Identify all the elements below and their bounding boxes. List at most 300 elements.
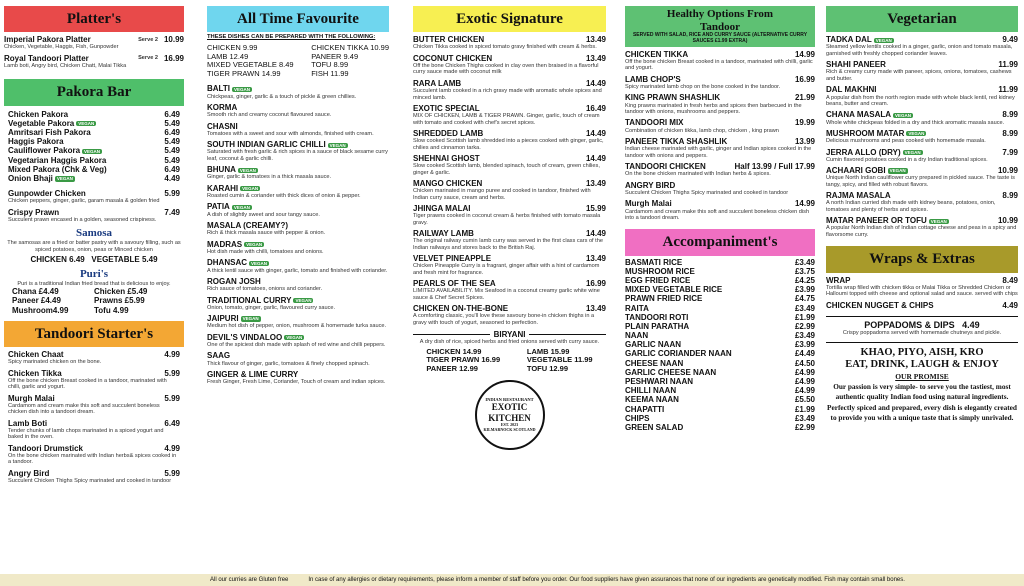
- item-price: 8.99: [1002, 191, 1018, 201]
- menu-item: [207, 165, 389, 181]
- menu-item: [625, 50, 815, 72]
- platters-banner: Platter's: [4, 6, 184, 32]
- item-name: ACHAARI GOBI: [826, 166, 886, 176]
- item-row: [625, 181, 815, 190]
- item-name-wrap: [8, 444, 83, 453]
- item-name: DAL MAKHNI: [826, 85, 877, 95]
- item-row: [413, 104, 606, 113]
- menu-item: [826, 85, 1018, 107]
- vegan-badge: VEGAN: [233, 86, 250, 92]
- item-name: RAJMA MASALA: [826, 191, 891, 201]
- item-price: £3.99: [794, 340, 815, 350]
- item-desc: Lamb boti, Angry bird, Chicken Chatt, Malai Tikka: [4, 63, 127, 70]
- item-serves: Serve 2: [138, 55, 158, 62]
- item-name: KORMA: [207, 103, 238, 113]
- item-price: £1.99: [794, 404, 815, 414]
- menu-item: [826, 276, 1018, 298]
- menu-item: [207, 258, 389, 274]
- item-name: NAAN: [625, 331, 649, 341]
- item-name: Amritsari Fish Pakora: [8, 128, 91, 138]
- menu-item: [8, 469, 180, 485]
- item-price: 5.49: [164, 155, 180, 165]
- item-name-wrap: [413, 104, 480, 113]
- item-desc: Chicken Pineapple Curry is a fragrant, ginger affair with a hint of cardamom and fresh mint for fragrance.: [413, 263, 600, 276]
- item-price: 4.49: [1002, 300, 1018, 310]
- item-name: SOUTH INDIAN GARLIC CHILLI: [207, 140, 326, 150]
- item-name: GARLIC CHEESE NAAN: [625, 367, 717, 377]
- vegan-badge: VEGAN: [889, 168, 906, 174]
- item-name-wrap: [625, 162, 706, 171]
- item-price: 8.99: [1002, 110, 1018, 120]
- item-desc: Fresh Ginger, Fresh Lime, Coriander, Touch of cream and indian spices.: [207, 379, 386, 386]
- vegan-badge: VEGAN: [239, 167, 256, 173]
- vegan-badge: VEGAN: [242, 316, 259, 322]
- item-desc: On the bone chicken marinated with Indian herbs & spices.: [625, 171, 771, 178]
- samosa-veg: VEGETABLE: [91, 254, 140, 264]
- item-name: SHEHNAI GHOST: [413, 153, 480, 163]
- menu-item: [826, 301, 1018, 310]
- item-desc: A popular dish from the north region made with whole black lentil, red kidney beans, butter and cream.: [826, 94, 1015, 107]
- biryani-option: LAMB 15.99: [526, 346, 570, 356]
- accompaniment-item: [625, 258, 815, 267]
- item-name-wrap: [207, 240, 264, 249]
- item-price: £3.49: [794, 303, 815, 313]
- item-price: 5.99: [164, 393, 180, 403]
- restaurant-logo: [475, 380, 545, 450]
- menu-item: [625, 93, 815, 115]
- menu-item: [413, 54, 606, 76]
- accompaniment-item: [625, 405, 815, 414]
- item-price: £3.99: [794, 285, 815, 295]
- item-name-wrap: [625, 93, 720, 102]
- item-desc: Slow cooked Scottish lamb, blended spinach, touch of cream, green chilies, ginger & garlic.: [413, 163, 600, 176]
- item-price: 14.99: [794, 49, 815, 59]
- item-price: £3.75: [794, 266, 815, 276]
- item-price: 16.99: [163, 53, 184, 63]
- vegan-badge: VEGAN: [908, 131, 925, 137]
- item-desc: Indian cheese marinated with garlic, ginger and Indian spices cooked in the tandoor with onions and peppers.: [625, 146, 812, 159]
- item-price: 14.49: [585, 229, 606, 239]
- item-row: [207, 103, 389, 112]
- item-row: [625, 199, 815, 208]
- item-row: [413, 279, 606, 288]
- item-price: 13.99: [794, 137, 815, 147]
- item-name: TADKA DAL: [826, 35, 872, 45]
- accompaniment-item: [625, 285, 815, 294]
- item-price: 13.49: [585, 35, 606, 45]
- item-name: PESHWARI NAAN: [625, 377, 694, 387]
- poppadoms-desc: Crispy poppadoms served with homemade chutneys and pickle.: [842, 330, 1002, 337]
- menu-item: [625, 199, 815, 221]
- item-row: [207, 202, 389, 211]
- item-name: KARAHI: [207, 183, 239, 193]
- item-name: BALTI: [207, 84, 230, 94]
- menu-item: [4, 35, 184, 51]
- item-desc: Succulent prawn encased in a golden, seasoned crispiness.: [8, 217, 157, 224]
- biryani-desc: A dry dish of rice, spiced herbs and fried onions served with curry sauce.: [419, 339, 600, 346]
- item-row: [207, 351, 389, 360]
- menu-item: [4, 54, 184, 70]
- item-name: CHICKEN NUGGET & CHIPS: [826, 300, 934, 310]
- item-name: CHICKEN TIKKA: [625, 49, 689, 59]
- item-row: [413, 229, 606, 238]
- item-price: 5.99: [164, 468, 180, 478]
- favourites-intro: THESE DISHES CAN BE PREPARED WITH THE FOLLOWING:: [207, 34, 376, 41]
- item-name: EXOTIC SPECIAL: [413, 103, 480, 113]
- item-price: £4.25: [794, 275, 815, 285]
- vegan-badge: VEGAN: [286, 335, 303, 341]
- item-name: TANDOORI ROTI: [625, 312, 689, 322]
- slogan: [826, 342, 1018, 371]
- item-desc: Saturated with fresh garlic & rich spices in a sauce of black sesame curry leaf, coconut & garlic chilli.: [207, 149, 388, 162]
- pakora-item: [8, 119, 180, 128]
- item-desc: Onion, tomato, ginger, garlic, flavoured curry sauce.: [207, 304, 336, 311]
- item-name: PEARLS OF THE SEA: [413, 279, 496, 289]
- item-row: [413, 204, 606, 213]
- item-name: JHINGA MALAI: [413, 204, 471, 214]
- item-row: [8, 394, 180, 403]
- menu-item: [8, 350, 180, 366]
- item-price: £2.99: [794, 422, 815, 432]
- menu-item: [8, 394, 180, 416]
- favourites-banner: All Time Favourite: [207, 6, 389, 32]
- item-price: 6.49: [164, 418, 180, 428]
- menu-item: [625, 118, 815, 134]
- healthy-banner: [625, 6, 815, 47]
- item-row: [625, 162, 815, 171]
- item-row: [8, 350, 180, 359]
- poppadoms-price: 4.49: [962, 319, 980, 330]
- menu-item: [413, 204, 606, 226]
- item-name-wrap: [826, 60, 886, 69]
- item-desc: Tender chunks of lamb chops marinated in a spiced yogurt and baked in the oven.: [8, 427, 164, 441]
- item-name: CHASNI: [207, 121, 238, 131]
- item-row: [413, 304, 606, 313]
- item-price: 5.49: [164, 137, 180, 147]
- menu-item: [4, 208, 184, 224]
- menu-item: [207, 140, 389, 162]
- logo-bottom-text: KILMARNOCK SCOTLAND: [483, 426, 536, 432]
- item-name-wrap: [826, 129, 926, 138]
- accompaniment-item: [625, 294, 815, 303]
- column-starters: [4, 6, 184, 572]
- puri-prawns: Prawns £5.99: [94, 296, 145, 306]
- item-price: 13.49: [585, 254, 606, 264]
- item-price: 7.49: [164, 207, 180, 217]
- accompaniment-item: [625, 322, 815, 331]
- item-desc: King prawns marinated in fresh herbs and spices then barbecued in the tandoor with onions, mushrooms and peppers.: [625, 102, 802, 116]
- item-name: TRADITIONAL CURRY: [207, 295, 292, 305]
- menu-item: [207, 296, 389, 312]
- item-price: 13.49: [585, 304, 606, 314]
- item-desc: Succulent Chicken Thighs Spicy marinated and cooked in tandoor: [8, 477, 172, 484]
- item-name: PRAWN FRIED RICE: [625, 294, 703, 304]
- pakora-item: [8, 165, 180, 174]
- item-name-wrap: [207, 277, 261, 286]
- menu-item: [207, 84, 389, 100]
- item-desc: Tiger prawns cooked in coconut cream & herbs finished with tomato masala gravy.: [413, 213, 601, 226]
- vegan-badge: VEGAN: [875, 37, 892, 43]
- pakora-item: [8, 137, 180, 146]
- item-row: [413, 129, 606, 138]
- item-name: TANDOORI MIX: [625, 118, 684, 128]
- item-name: CHILLI NAAN: [625, 386, 677, 396]
- item-desc: Unique North Indian cauliflower curry prepared in pickled sauce. The taste is tangy, spicy, and filled with robust flavors.: [826, 175, 1015, 188]
- item-price: 5.49: [164, 118, 180, 128]
- item-desc: Succulent lamb cooked in a rich gravy made with aromatic whole spices and minced lamb.: [413, 88, 602, 101]
- item-price: £4.99: [794, 367, 815, 377]
- pakora-item: [8, 174, 180, 183]
- item-price: 8.49: [1002, 275, 1018, 285]
- item-name: PANEER TIKKA SHASHLIK: [625, 137, 728, 147]
- column-vegetarian: [826, 6, 1018, 572]
- slogan-line1: KHAO, PIYO, AISH, KRO: [860, 346, 984, 358]
- item-name: MIXED VEGETABLE RICE: [625, 285, 723, 295]
- accompaniment-item: [625, 267, 815, 276]
- protein-option: FISH 11.99: [311, 68, 349, 78]
- accompaniment-item: [625, 395, 815, 404]
- healthy-subtitle: SERVED WITH SALAD, RICE AND CURRY SAUCE (ALTERNATIVE CURRY SAUCES £1.99 EXTRA): [632, 32, 808, 45]
- item-row: [625, 137, 815, 146]
- vegetarian-list: [826, 35, 1018, 238]
- item-name: Chicken Tikka: [8, 368, 62, 378]
- item-price: 4.99: [164, 349, 180, 359]
- item-name: BHUNA: [207, 165, 236, 175]
- biryani-right: [527, 348, 593, 374]
- menu-item: [413, 304, 606, 326]
- item-name: GARLIC NAAN: [625, 340, 681, 350]
- item-row: [207, 122, 389, 131]
- menu-item: [413, 279, 606, 301]
- item-desc: Slow cooked Scottish lamb shredded into a pieces cooked with ginger, garlic, chilies and cinnamon tarka.: [413, 138, 604, 151]
- slogan-line2: EAT, DRINK, LAUGH & ENJOY: [845, 358, 999, 370]
- item-desc: Steamed yellow lentils cooked in a ginger, garlic, onion and tomato masala, garnished with freshly chopped coriander leaves.: [826, 44, 1013, 57]
- menu-item: [207, 333, 389, 349]
- item-name-wrap: [413, 129, 483, 138]
- pakora-item: [8, 128, 180, 137]
- column-signature: [413, 6, 606, 572]
- menu-item: [8, 444, 180, 466]
- menu-item: [826, 35, 1018, 57]
- item-name: Angry Bird: [8, 468, 50, 478]
- vegan-badge: VEGAN: [295, 297, 312, 303]
- item-name-wrap: [8, 469, 49, 478]
- item-price: £4.75: [794, 294, 815, 304]
- item-name-wrap: [207, 221, 288, 230]
- item-name-wrap: [207, 258, 269, 267]
- item-name: GREEN SALAD: [625, 422, 684, 432]
- item-price: 13.49: [585, 53, 606, 63]
- item-price: 5.99: [164, 368, 180, 378]
- accompaniment-item: [625, 304, 815, 313]
- item-name-wrap: [826, 110, 913, 119]
- menu-item: [826, 148, 1018, 164]
- item-desc: Chicken peppers, ginger, garlic, garam masala & golden fried: [8, 198, 160, 205]
- item-name-wrap: [413, 254, 491, 263]
- samosa-desc: The samosas are a fried or batter pastry with a savoury filling, such as spiced potatoes, onion, peas or Minced chicken: [7, 240, 181, 253]
- item-name-wrap: [207, 314, 261, 323]
- menu-item: [207, 240, 389, 256]
- item-price: 14.49: [585, 128, 606, 138]
- item-desc: Off the bone chicken Breast cooked in a tandoor, marinated with chilli, garlic and yogurt.: [625, 58, 813, 72]
- item-name: DEVIL'S VINDALOO: [207, 332, 283, 342]
- biryani-prices: [413, 348, 606, 374]
- item-name-wrap: [207, 165, 258, 174]
- item-desc: Spicy marinated chicken on the bone.: [8, 359, 102, 366]
- vegan-badge: VEGAN: [84, 148, 101, 154]
- vegan-badge: VEGAN: [56, 176, 73, 182]
- item-name: JERRA ALLO (DRY): [826, 147, 901, 157]
- item-price: 11.99: [998, 85, 1018, 95]
- item-price: £1.99: [794, 312, 815, 322]
- item-name: Crispy Prawn: [8, 207, 60, 217]
- item-row: [413, 179, 606, 188]
- menu-item: [207, 184, 389, 200]
- item-name: WRAP: [826, 275, 851, 285]
- vegan-badge: VEGAN: [242, 186, 259, 192]
- menu-item: [625, 181, 815, 197]
- item-row: [8, 369, 180, 378]
- item-name: KEEMA NAAN: [625, 395, 679, 405]
- wraps-banner: Wraps & Extras: [826, 246, 1018, 272]
- item-name: BUTTER CHICKEN: [413, 35, 485, 45]
- protein-options-left: [207, 44, 294, 79]
- accompaniment-item: [625, 359, 815, 368]
- item-price: 16.49: [585, 103, 606, 113]
- item-desc: On the bone chicken marinated with Indian herbs& spices cooked in a tandoor.: [8, 452, 177, 466]
- item-name-wrap: [413, 229, 474, 238]
- item-name: TANDOORI CHICKEN: [625, 162, 706, 172]
- item-price: £3.49: [794, 413, 815, 423]
- item-price: 9.49: [1002, 35, 1018, 45]
- item-name-wrap: [207, 296, 313, 305]
- item-name: Imperial Pakora Platter: [4, 35, 91, 45]
- item-price: £5.50: [794, 395, 815, 405]
- puri-mushroom: Mushroom4.99: [12, 305, 69, 315]
- puri-paneer: Paneer £4.49: [12, 296, 61, 306]
- footer-gluten: All our curries are Gluten free: [210, 576, 289, 583]
- accompaniment-item: [625, 276, 815, 285]
- poppadoms-section: [826, 316, 1018, 337]
- item-desc: Hot dish made with chilli, tomatoes and onions.: [207, 248, 324, 255]
- logo-est-text: EST. 2023: [500, 422, 519, 428]
- item-name: Cauliflower Pakora: [8, 146, 81, 156]
- item-name-wrap: [413, 79, 461, 88]
- item-name: Onion Bhaji: [8, 174, 53, 184]
- item-price: £4.49: [794, 349, 815, 359]
- item-desc: Combination of chicken tikka, lamb chop, chicken , king prawn: [625, 127, 779, 134]
- item-name: ROGAN JOSH: [207, 276, 261, 286]
- menu-item: [207, 103, 389, 119]
- item-price: £3.49: [794, 331, 815, 341]
- tandoori-list: [4, 350, 184, 484]
- item-name: GINGER & LIME CURRY: [207, 369, 299, 379]
- item-name: Chicken Pakora: [8, 109, 69, 119]
- item-price: 19.99: [794, 118, 815, 128]
- item-name: LAMB CHOP'S: [625, 74, 681, 84]
- menu-item: [625, 137, 815, 159]
- item-name-wrap: [8, 419, 47, 428]
- item-row: [207, 258, 389, 267]
- item-name: CHANA MASALA: [826, 110, 892, 120]
- item-name: VELVET PINEAPPLE: [413, 254, 492, 264]
- item-name-wrap: [625, 118, 684, 127]
- item-name-wrap: [8, 119, 96, 128]
- promise-title: OUR PROMISE: [895, 371, 949, 381]
- item-name: DHANSAC: [207, 258, 247, 268]
- item-desc: LIMITED AVAILABILITY. Mix Seafood in a coconut creamy garlic white wine sauce & Chef Secret Spices.: [413, 288, 600, 301]
- vegan-badge: VEGAN: [904, 149, 921, 155]
- accompaniment-item: [625, 349, 815, 358]
- item-price: 14.49: [585, 153, 606, 163]
- item-name-wrap: [826, 148, 923, 157]
- item-name: Murgh Malai: [8, 393, 55, 403]
- item-name: MUSHROOM RICE: [625, 266, 695, 276]
- menu-item: [413, 35, 606, 51]
- item-name-wrap: [413, 35, 484, 44]
- item-price: 7.99: [1002, 147, 1018, 157]
- biryani-option: TIGER PRAWN 16.99: [426, 355, 501, 365]
- menu-item: [207, 370, 389, 386]
- protein-option: TIGER PRAWN 14.99: [207, 68, 281, 78]
- item-name: BASMATI RICE: [625, 257, 683, 267]
- item-name-wrap: [413, 204, 470, 213]
- item-name: MADRAS: [207, 239, 243, 249]
- item-name-wrap: [8, 156, 106, 165]
- item-name: Royal Tandoori Platter: [4, 53, 89, 63]
- item-name-wrap: [207, 122, 238, 131]
- vegan-badge: VEGAN: [329, 142, 346, 148]
- item-name-wrap: [625, 181, 675, 190]
- item-name-wrap: [413, 179, 482, 188]
- item-name: MASALA (CREAMY?): [207, 221, 289, 231]
- item-price: 13.49: [585, 179, 606, 189]
- item-price: 14.49: [585, 78, 606, 88]
- accompaniment-item: [625, 313, 815, 322]
- item-price: 5.49: [164, 146, 180, 156]
- samosa-chicken: CHICKEN: [30, 254, 67, 264]
- item-price: 16.99: [585, 279, 606, 289]
- item-name-wrap: [207, 140, 348, 149]
- accompaniments-list: [625, 258, 815, 433]
- menu-item: [413, 79, 606, 101]
- item-name-wrap: [826, 191, 891, 200]
- healthy-title: Healthy Options From Tandoor: [666, 8, 774, 33]
- item-desc: Rich sauce of tomatoes, onions and coriander.: [207, 286, 323, 293]
- puri-chana: Chana £4.49: [12, 287, 59, 297]
- pakora-list: [4, 110, 184, 184]
- item-name: CHAPATTI: [625, 404, 665, 414]
- item-row: [8, 444, 180, 453]
- item-name-wrap: [625, 199, 672, 208]
- menu-item: [625, 162, 815, 178]
- item-price: 10.99: [997, 216, 1018, 226]
- puris-desc: Puri is a traditional Indian fried bread that is delicious to enjoy.: [17, 280, 171, 287]
- item-price: 6.49: [164, 128, 180, 138]
- item-name: MATAR PANEER OR TOFU: [826, 216, 927, 226]
- item-row: [826, 85, 1018, 94]
- item-desc: MIX OF CHICKEN, LAMB & TIGER PRAWN. Ginger, garlic, touch of cream with tomato and cooked with chef's secret spices.: [413, 113, 600, 126]
- item-name-wrap: [413, 304, 508, 313]
- item-name: MUSHROOM MATAR: [826, 128, 905, 138]
- pakora-item: [8, 156, 180, 165]
- item-price: £4.50: [794, 358, 815, 368]
- item-row: [826, 166, 1018, 175]
- item-name-wrap: [207, 202, 252, 211]
- biryani-title: BIRYANI: [493, 330, 526, 340]
- item-row: [207, 296, 389, 305]
- item-name: PATIA: [207, 202, 230, 212]
